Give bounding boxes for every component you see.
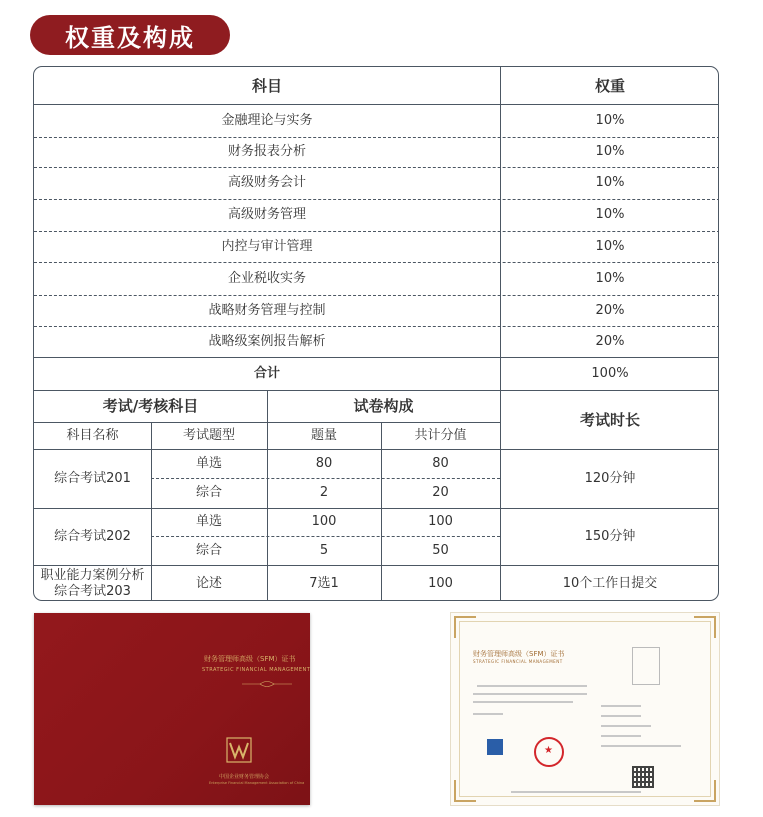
score-cell: 100 <box>428 575 453 591</box>
text-line <box>473 701 573 703</box>
corner-ornament-icon <box>454 616 476 638</box>
association-logo-icon <box>487 739 503 755</box>
subject-cell: 财务报表分析 <box>227 144 306 159</box>
duration-cell: 150分钟 <box>584 528 636 544</box>
score-cell: 100 <box>428 514 453 529</box>
cert-cover-title: 财务管理师高级（SFM）证书 <box>204 655 296 663</box>
subject-header: 科目 <box>251 76 282 95</box>
question-type-cell: 综合 <box>195 485 222 500</box>
exam-subject-group-header: 考试/考核科目 <box>102 397 199 415</box>
question-type-header: 考试题型 <box>182 427 235 443</box>
weight-cell: 10% <box>595 238 625 254</box>
corner-ornament-icon <box>454 780 476 802</box>
text-line <box>601 705 641 707</box>
weights-exam-table <box>33 66 719 601</box>
exam-name-line: 综合考试203 <box>54 583 131 599</box>
text-line <box>473 693 587 695</box>
cert-cover-org: 中国企业财务管理协会 <box>219 774 270 780</box>
total-score-header: 共计分值 <box>414 427 467 443</box>
text-line <box>601 735 641 737</box>
question-type-cell: 论述 <box>195 575 222 591</box>
question-type-cell: 单选 <box>195 514 222 529</box>
text-line <box>601 725 651 727</box>
quantity-header: 题量 <box>310 427 337 443</box>
seal-star-icon: ★ <box>544 745 553 756</box>
paper-group-header: 试卷构成 <box>353 397 414 415</box>
subject-cell: 金融理论与实务 <box>221 112 313 128</box>
subject-cell: 企业税收实务 <box>227 270 306 286</box>
exam-name-cell <box>34 565 151 601</box>
question-type-cell: 单选 <box>195 455 222 471</box>
weight-cell: 10% <box>595 112 625 128</box>
association-logo-icon <box>226 737 252 763</box>
exam-name-line: 职业能力案例分析 <box>40 567 145 583</box>
section-title: 权重及构成 <box>30 15 230 55</box>
quantity-cell: 80 <box>315 455 333 471</box>
quantity-cell: 2 <box>319 485 329 500</box>
total-label: 合计 <box>253 365 280 381</box>
text-line <box>473 713 503 715</box>
duration-header: 考试时长 <box>579 410 640 429</box>
subject-cell: 高级财务管理 <box>227 207 306 222</box>
weight-cell: 20% <box>595 333 625 349</box>
subject-cell: 高级财务会计 <box>227 175 306 190</box>
subject-cell: 战略级案例报告解析 <box>208 333 326 349</box>
corner-ornament-icon <box>694 780 716 802</box>
question-type-cell: 综合 <box>195 542 222 558</box>
subject-cell: 战略财务管理与控制 <box>208 302 326 318</box>
cert-subtitle: STRATEGIC FINANCIAL MANAGEMENT <box>473 659 563 664</box>
text-line <box>477 685 587 687</box>
subject-name-header: 科目名称 <box>66 427 119 443</box>
score-cell: 80 <box>432 455 449 471</box>
weight-cell: 20% <box>595 302 625 318</box>
cert-frame <box>459 621 711 797</box>
exam-name-cell: 综合考试201 <box>54 470 131 486</box>
text-line <box>601 745 681 747</box>
cert-title: 财务管理师高级（SFM）证书 <box>473 650 565 658</box>
exam-name-cell: 综合考试202 <box>54 528 131 544</box>
cert-cover-subtitle: STRATEGIC FINANCIAL MANAGEMENT <box>202 667 311 673</box>
duration-cell: 120分钟 <box>584 470 636 486</box>
weight-cell: 10% <box>595 207 625 222</box>
score-cell: 50 <box>432 542 449 558</box>
weight-cell: 10% <box>595 144 625 159</box>
weight-cell: 10% <box>595 270 625 286</box>
quantity-cell: 7选1 <box>309 575 339 591</box>
weight-header: 权重 <box>594 76 625 95</box>
duration-cell: 10个工作日提交 <box>562 575 658 591</box>
cert-cover-org-en: Enterprise Financial Management Association of China <box>209 781 305 785</box>
photo-placeholder <box>632 647 660 685</box>
text-line <box>601 715 641 717</box>
subject-cell: 内控与审计管理 <box>221 238 313 254</box>
certificate-cover-image <box>34 613 310 805</box>
score-cell: 20 <box>432 485 449 500</box>
corner-ornament-icon <box>694 616 716 638</box>
text-line <box>511 791 641 793</box>
ornament-icon <box>242 679 292 689</box>
qr-code-icon <box>632 766 654 788</box>
quantity-cell: 5 <box>319 542 329 558</box>
certificate-image <box>450 612 720 806</box>
quantity-cell: 100 <box>311 514 337 529</box>
weight-cell: 10% <box>595 175 625 190</box>
total-weight: 100% <box>591 365 629 381</box>
